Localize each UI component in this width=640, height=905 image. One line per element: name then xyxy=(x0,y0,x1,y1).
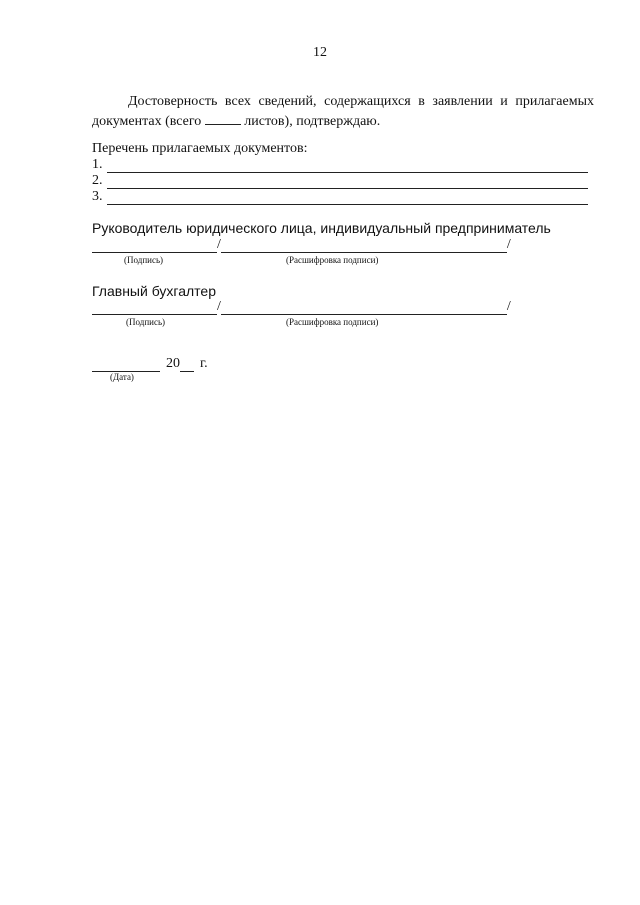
head-title: Руководитель юридического лица, индивидуальный предприниматель xyxy=(92,220,551,236)
page-number: 12 xyxy=(313,45,327,60)
accountant-signature-line[interactable] xyxy=(92,302,217,315)
head-signature-line[interactable] xyxy=(92,240,217,253)
accountant-decoding-caption: (Расшифровка подписи) xyxy=(286,317,379,327)
accountant-title: Главный бухгалтер xyxy=(92,283,216,299)
document-item-2 xyxy=(92,173,588,189)
accountant-separator: / xyxy=(217,299,221,314)
accountant-end-slash: / xyxy=(506,299,511,314)
confirmation-line-2 xyxy=(92,111,594,131)
accountant-decoding-line[interactable] xyxy=(221,302,507,315)
confirmation-text-end: листов), подтверждаю. xyxy=(244,114,381,129)
date-year-prefix: 20 xyxy=(166,356,180,371)
document-item-line[interactable] xyxy=(107,192,589,205)
documents-heading: Перечень прилагаемых документов: xyxy=(92,141,308,156)
accountant-signature-row xyxy=(92,299,511,315)
document-item-number: 1. xyxy=(92,157,103,172)
date-caption: (Дата) xyxy=(110,372,134,382)
confirmation-text-start: документах (всего xyxy=(92,114,202,129)
accountant-signature-caption: (Подпись) xyxy=(126,317,166,327)
head-signature-caption: (Подпись) xyxy=(124,255,164,265)
head-decoding-line[interactable] xyxy=(221,240,507,253)
date-day-month-line[interactable] xyxy=(92,359,160,372)
confirmation-line-1: Достоверность всех сведений, содержащихся в заявлении и прилагаемых xyxy=(128,94,594,109)
head-end-slash: / xyxy=(506,237,511,252)
document-item-1 xyxy=(92,157,588,173)
date-row xyxy=(92,356,208,372)
document-item-number: 3. xyxy=(92,189,103,204)
head-signature-row xyxy=(92,237,511,253)
document-item-number: 2. xyxy=(92,173,103,188)
sheet-count-blank[interactable] xyxy=(205,111,241,125)
date-year-line[interactable] xyxy=(180,359,194,372)
date-suffix: г. xyxy=(200,356,208,371)
document-item-line[interactable] xyxy=(107,176,589,189)
document-item-3 xyxy=(92,189,588,205)
document-item-line[interactable] xyxy=(107,160,589,173)
head-separator: / xyxy=(217,237,221,252)
head-decoding-caption: (Расшифровка подписи) xyxy=(286,255,379,265)
